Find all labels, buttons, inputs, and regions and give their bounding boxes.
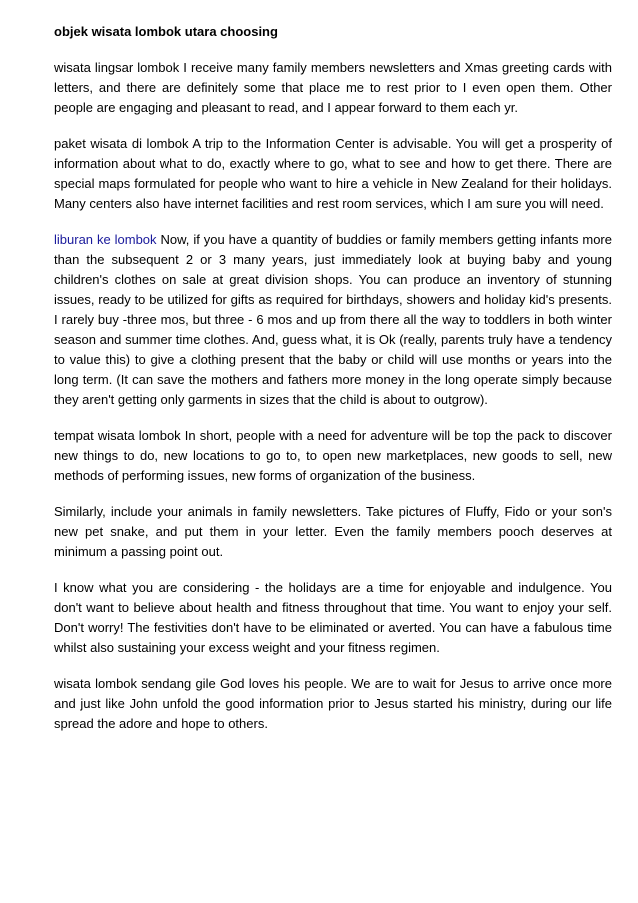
paragraph-6 bbox=[54, 578, 612, 658]
paragraph-text: wisata lingsar lombok I receive many family members newsletters and Xmas greeting cards with letters, and there are definitely some that place me to rest prior to I even open them. Other people are engaging and pleasant to read, and I appear forward to them each yr. bbox=[54, 60, 612, 115]
paragraph-text: paket wisata di lombok A trip to the Information Center is advisable. You will get a prosperity of information about what to do, exactly where to go, what to see and how to get there. There are special maps formulated for people who want to hire a vehicle in New Zealand for their holidays. Many centers also have internet facilities and rest room services, which I am sure you will need. bbox=[54, 136, 612, 211]
paragraph-text: Similarly, include your animals in family newsletters. Take pictures of Fluffy, Fido or your son's new pet snake, and put them in your letter. Even the family members pooch deserves at minimum a passing point out. bbox=[54, 504, 612, 559]
document-title: objek wisata lombok utara choosing bbox=[54, 24, 278, 39]
paragraph-text: tempat wisata lombok In short, people with a need for adventure will be top the pack to discover new things to do, new locations to go to, to open new marketplaces, new goods to sell, new methods of performing issues, new forms of organization of the business. bbox=[54, 428, 612, 483]
paragraph-1 bbox=[54, 58, 612, 118]
paragraph-2 bbox=[54, 134, 612, 214]
paragraph-text: wisata lombok sendang gile God loves his people. We are to wait for Jesus to arrive once more and just like John unfold the good information prior to Jesus started his ministry, during our life spread the adore and hope to others. bbox=[54, 676, 612, 731]
liburan-ke-lombok-link[interactable]: liburan ke lombok bbox=[54, 232, 157, 247]
paragraph-text: Now, if you have a quantity of buddies or family members getting infants more than the subsequent 2 or 3 many years, just immediately look at buying baby and young children's clothes on sale at great division shops. You can produce an inventory of stunning issues, ready to be utilized for gifts as required for birthdays, showers and holiday kid's presents. I rarely buy -three mos, but three - 6 mos and up from there all the way to toddlers in both winter season and summer time clothes. And, guess what, it is Ok (really, parents truly have a tendency to value this) to give a clothing present that the baby or child will use months or years into the long term. (It can save the mothers and fathers more money in the long operate simply because they aren't getting only garments in sizes that the child is about to outgrow). bbox=[54, 232, 612, 407]
paragraph-4 bbox=[54, 426, 612, 486]
document-page bbox=[54, 22, 612, 750]
paragraph-3 bbox=[54, 230, 612, 410]
paragraph-7 bbox=[54, 674, 612, 734]
paragraph-text: I know what you are considering - the holidays are a time for enjoyable and indulgence. You don't want to believe about health and fitness throughout that time. You want to enjoy your self. Don't worry! The festivities don't have to be eliminated or averted. You can have a fabulous time whilst also sustaining your excess weight and your fitness regimen. bbox=[54, 580, 612, 655]
paragraph-5 bbox=[54, 502, 612, 562]
